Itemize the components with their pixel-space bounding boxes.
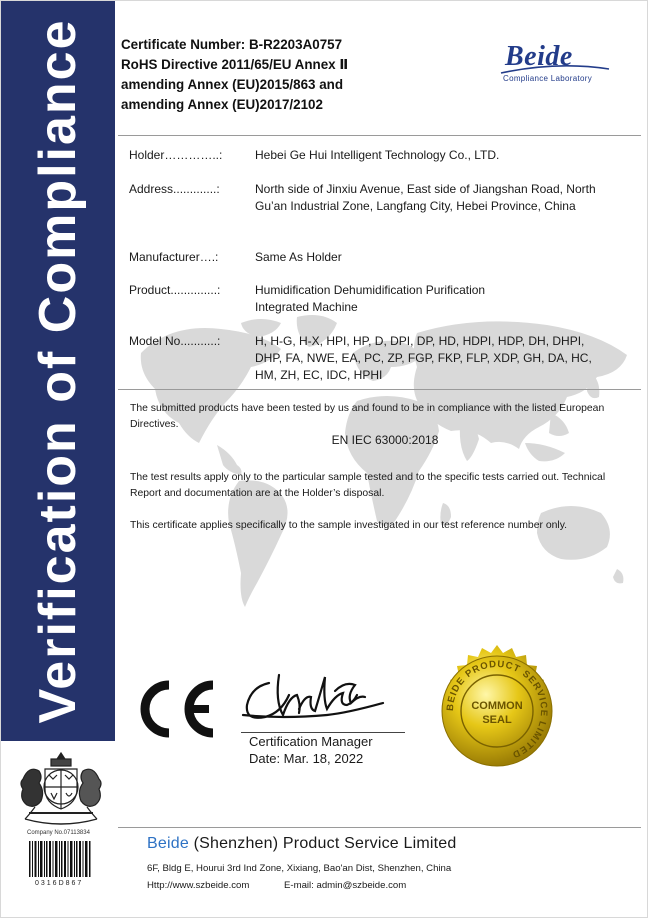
manager-signature (239, 669, 389, 731)
company-number: Company No.07113834 (27, 830, 90, 836)
product-label: Product..............: (129, 283, 221, 297)
divider-middle (118, 389, 641, 390)
barcode-number: 0316D867 (35, 880, 84, 887)
side-banner (1, 1, 115, 741)
address-value: North side of Jinxiu Avenue, East side of Jiangshan Road, North Gu’an Industrial Zone, Langfang City, Hebei Province, China (255, 182, 596, 213)
address-label: Address.............: (129, 182, 220, 196)
royal-crest-icon (15, 749, 107, 829)
applies-statement: This certificate applies specifically to the sample investigated in our test reference number only. (130, 520, 568, 531)
issuer-address: 6F, Bldg E, Hourui 3rd Ind Zone, Xixiang, Bao'an Dist, Shenzhen, China (147, 863, 452, 874)
holder-value: Hebei Ge Hui Intelligent Technology Co., LTD. (255, 148, 500, 162)
amendment-line-1: amending Annex (EU)2015/863 and (121, 77, 344, 92)
certificate-number: Certificate Number: B-R2203A0757 (121, 37, 343, 52)
issuer-name (147, 835, 457, 853)
divider-top (118, 135, 641, 136)
logo-subtitle: Compliance Laboratory (503, 74, 593, 83)
manufacturer-label: Manufacturer….: (129, 250, 219, 264)
issuer-name-rest: (Shenzhen) Product Service Limited (188, 835, 457, 852)
directive-line: RoHS Directive 2011/65/EU Annex Ⅱ (121, 57, 349, 72)
seal-center-line-1: COMMON (471, 700, 523, 712)
beide-logo (497, 41, 613, 87)
model-value: H, H-G, H-X, HPI, HP, D, DPI, DP, HD, HDPI, HDP, DH, DHPI, DHP, FA, NWE, EA, PC, ZP, FGP, FKP, FLP, XDP, GH, DA, HC, HM, ZH, EC, IDC, HPHI (255, 334, 592, 382)
seal-ring-text: BEIDE PRODUCT SERVICE LIMITED (444, 658, 550, 761)
issuer-brand: Beide (147, 835, 189, 852)
product-value: Humidification Dehumidification Purification Integrated Machine (255, 283, 486, 314)
signature-date: Date: Mar. 18, 2022 (249, 751, 364, 766)
common-seal-icon (429, 643, 565, 779)
results-statement: The test results apply only to the particular sample tested and to the specific tests carried out. Technical Report and documentation are at the Holder’s disposal. (130, 472, 606, 499)
signature-line (241, 732, 405, 733)
seal-center-line-2: SEAL (482, 714, 512, 726)
barcode (29, 841, 91, 877)
holder-label: Holder…………..: (129, 148, 223, 162)
logo-wordmark: Beide (505, 41, 573, 72)
certificate-header (121, 35, 421, 115)
issuer-email[interactable]: E-mail: admin@szbeide.com (284, 880, 407, 891)
applied-standard: EN IEC 63000:2018 (331, 433, 439, 447)
banner-title: Verification of Compliance (29, 18, 87, 724)
tested-statement: The submitted products have been tested by us and found to be in compliance with the listed European Directives. (130, 403, 605, 430)
amendment-line-2: amending Annex (EU)2017/2102 (121, 97, 323, 112)
signatory-title: Certification Manager (249, 734, 373, 749)
model-label: Model No...........: (129, 334, 221, 348)
ce-mark-icon (135, 677, 217, 741)
issuer-website[interactable]: Http://www.szbeide.com (147, 880, 250, 891)
manufacturer-value: Same As Holder (255, 250, 342, 264)
divider-footer (118, 827, 641, 828)
